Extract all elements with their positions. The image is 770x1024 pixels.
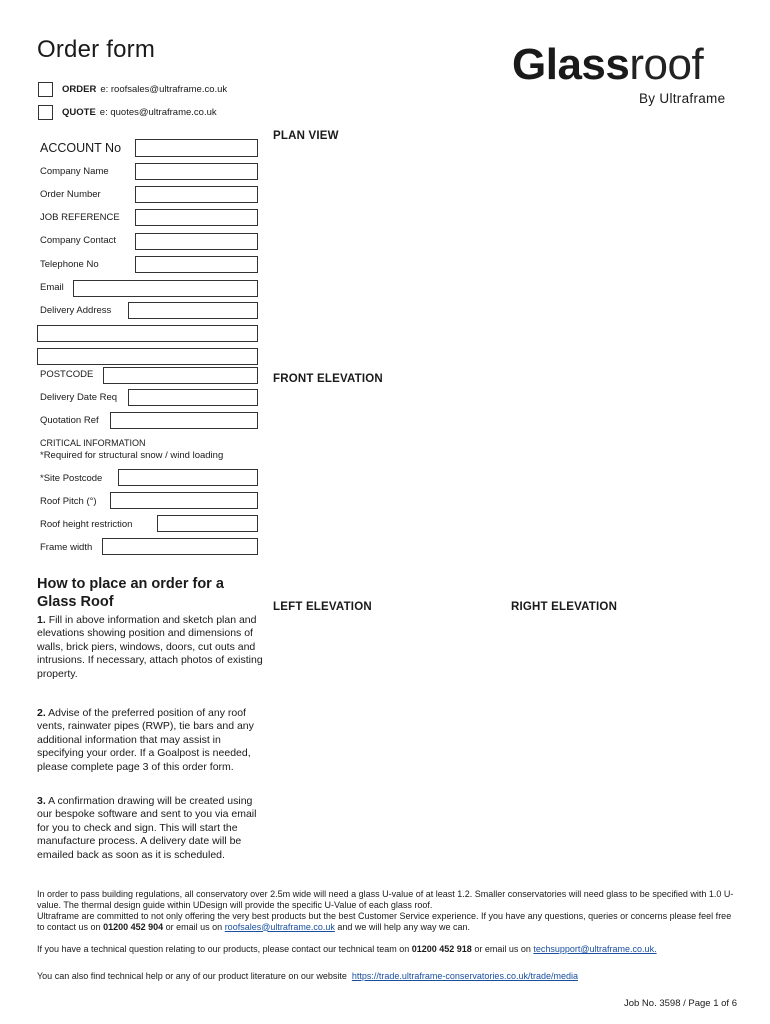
job-reference-label: JOB REFERENCE [40,212,120,223]
step-3-number: 3. [37,795,46,807]
frame-width-label: Frame width [40,542,93,553]
order-option [62,84,227,95]
technical-text-2: or email us on [474,944,531,954]
techsupport-email-link[interactable]: techsupport@ultraframe.co.uk. [533,944,657,954]
right-elevation-heading: RIGHT ELEVATION [511,601,618,613]
howto-heading: How to place an order for a Glass Roof [37,576,224,610]
delivery-address-input-1[interactable] [128,302,258,319]
delivery-address-label: Delivery Address [40,305,112,316]
quote-email: e: quotes@ultraframe.co.uk [99,107,217,118]
site-postcode-label: *Site Postcode [40,473,103,484]
glassroof-logo [512,40,703,90]
footer-technical-note [37,944,737,955]
order-checkbox[interactable] [38,82,53,97]
quotation-ref-label: Quotation Ref [40,415,99,426]
telephone-label: Telephone No [40,259,99,270]
frame-width-input[interactable] [102,538,258,555]
howto-step-1 [37,614,265,681]
technical-text-1: If you have a technical question relating to our products, please contact our technical team on [37,944,410,954]
order-label: ORDER [62,84,97,95]
service-text-2: or email us on [165,921,223,932]
media-website-link[interactable]: https://trade.ultraframe-conservatories.co.uk/trade/media [351,971,578,981]
order-number-label: Order Number [40,189,101,200]
footer-service-note [37,911,737,932]
postcode-input[interactable] [103,367,258,384]
step-2-text: Advise of the preferred position of any roof vents, rainwater pipes (RWP), tie bars and any additional information that may assist in specifying your order. If a Goalpost is needed, please complete page 3 of this order form. [37,707,254,773]
left-elevation-heading: LEFT ELEVATION [273,601,372,613]
email-input[interactable] [73,280,258,297]
footer-uvalue-note: In order to pass building regulations, all conservatory over 2.5m wide will need a glass U-value of at least 1.2. Smaller conservatories will need glass to be specified with 1.0 U-value. The thermal design guide within UDesign will provide the specific U-Value of each glass roof. [37,889,734,910]
logo-bold: Glass [512,40,630,89]
step-3-text: A confirmation drawing will be created using our bespoke software and sent to you via email for you to check and sign. This will start the manufacture process. A delivery date will be emailed back as soon as it is scheduled. [37,795,257,861]
job-number-page: Job No. 3598 / Page 1 of 6 [623,998,737,1009]
quote-label: QUOTE [62,107,96,118]
delivery-date-label: Delivery Date Req [40,392,118,403]
quote-checkbox[interactable] [38,105,53,120]
footer-website-note [37,971,737,982]
quote-option [62,107,217,118]
roof-pitch-label: Roof Pitch (°) [40,496,97,507]
howto-step-2 [37,707,265,774]
account-no-input[interactable] [135,139,258,157]
company-name-input[interactable] [135,163,258,180]
page-title: Order form [37,36,156,63]
roofsales-email-link[interactable]: roofsales@ultraframe.co.uk [224,921,335,932]
logo-byline: By Ultraframe [639,91,726,106]
logo-light: roof [629,40,704,89]
service-phone: 01200 452 904 [103,921,164,932]
order-number-input[interactable] [135,186,258,203]
step-2-number: 2. [37,707,46,719]
howto-step-3 [37,795,265,862]
account-no-label: ACCOUNT No [40,141,122,155]
service-text-3: and we will help any way we can. [337,921,470,932]
roof-pitch-input[interactable] [110,492,258,509]
telephone-input[interactable] [135,256,258,273]
roof-height-label: Roof height restriction [40,519,133,530]
plan-view-heading: PLAN VIEW [273,130,339,142]
website-text: You can also find technical help or any of our product literature on our website [37,971,347,981]
delivery-address-input-3[interactable] [37,348,258,365]
order-email: e: roofsales@ultraframe.co.uk [100,84,228,95]
company-contact-label: Company Contact [40,235,117,246]
critical-info-title: CRITICAL INFORMATION [40,438,146,448]
delivery-date-input[interactable] [128,389,258,406]
technical-phone: 01200 452 918 [411,944,472,954]
email-label: Email [40,282,64,293]
step-1-number: 1. [37,614,46,626]
delivery-address-input-2[interactable] [37,325,258,342]
front-elevation-heading: FRONT ELEVATION [273,373,383,385]
job-reference-input[interactable] [135,209,258,226]
step-1-text: Fill in above information and sketch plan and elevations showing position and dimensions of walls, brick piers, windows, doors, cut outs and intrusions. If necessary, attach photos of existing property. [37,614,263,680]
roof-height-input[interactable] [157,515,258,532]
site-postcode-input[interactable] [118,469,258,486]
critical-info-note: *Required for structural snow / wind loading [40,450,224,461]
service-text-1: Ultraframe are committed to not only offering the very best products but the best Customer Service experience. If you have any questions, queries or concerns please feel free to contact us on [37,911,732,932]
company-name-label: Company Name [40,166,109,177]
postcode-label: POSTCODE [40,369,94,380]
company-contact-input[interactable] [135,233,258,250]
quotation-ref-input[interactable] [110,412,258,429]
